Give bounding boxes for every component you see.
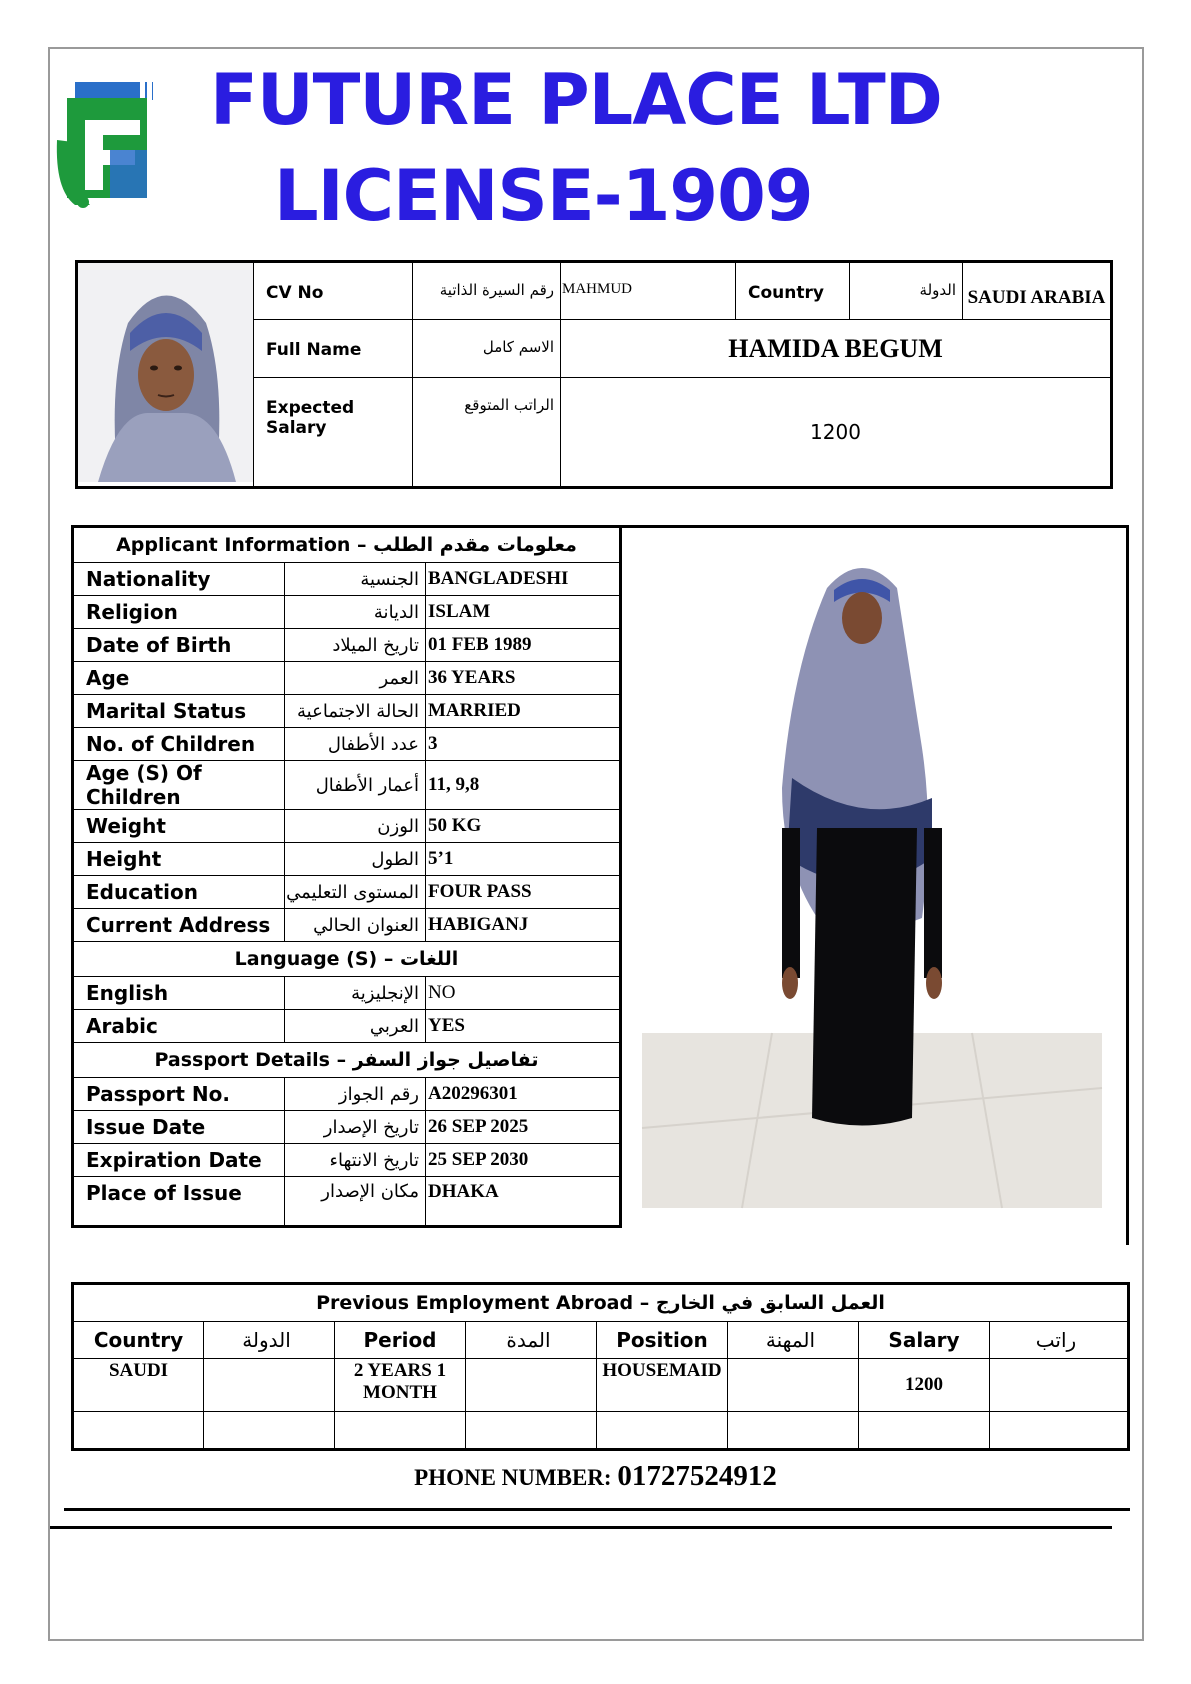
table-row bbox=[73, 761, 621, 810]
company-heading bbox=[210, 52, 942, 244]
row-arabic: العربي bbox=[285, 1010, 426, 1043]
row-label: Place of Issue bbox=[73, 1177, 285, 1227]
applicant-section-title: Applicant Information – معلومات مقدم الطلب bbox=[73, 527, 621, 563]
salary-value: 1200 bbox=[561, 378, 1112, 488]
col-position-header: Position bbox=[597, 1322, 728, 1359]
row-arabic: أعمار الأطفال bbox=[285, 761, 426, 810]
full-body-photo bbox=[622, 528, 1126, 1245]
table-row bbox=[73, 1359, 1129, 1412]
col-country-arabic: الدولة bbox=[204, 1322, 335, 1359]
employment-position: HOUSEMAID bbox=[597, 1359, 728, 1412]
row-value: HABIGANJ bbox=[426, 909, 621, 942]
col-period-header: Period bbox=[335, 1322, 466, 1359]
row-label: Age (S) Of Children bbox=[73, 761, 285, 810]
table-row bbox=[73, 1010, 621, 1043]
row-value: 36 YEARS bbox=[426, 662, 621, 695]
col-salary-arabic: راتب bbox=[990, 1322, 1129, 1359]
row-label: Expiration Date bbox=[73, 1144, 285, 1177]
row-label: No. of Children bbox=[73, 728, 285, 761]
row-value: BANGLADESHI bbox=[426, 563, 621, 596]
row-value: ISLAM bbox=[426, 596, 621, 629]
row-arabic: المستوى التعليمي bbox=[285, 876, 426, 909]
company-logo bbox=[55, 80, 165, 215]
country-arabic: الدولة bbox=[850, 262, 963, 320]
cv-no-label: CV No bbox=[254, 262, 413, 320]
row-arabic: الديانة bbox=[285, 596, 426, 629]
full-name-label: Full Name bbox=[254, 320, 413, 378]
row-arabic: تاريخ الإصدار bbox=[285, 1111, 426, 1144]
row-label: Current Address bbox=[73, 909, 285, 942]
phone-label: PHONE NUMBER: bbox=[414, 1465, 612, 1490]
table-row bbox=[73, 810, 621, 843]
country-label: Country bbox=[736, 262, 850, 320]
row-label: Marital Status bbox=[73, 695, 285, 728]
divider bbox=[50, 1526, 1112, 1529]
row-arabic: رقم الجواز bbox=[285, 1078, 426, 1111]
row-arabic: الإنجليزية bbox=[285, 977, 426, 1010]
row-label: Weight bbox=[73, 810, 285, 843]
row-arabic: الطول bbox=[285, 843, 426, 876]
table-row bbox=[73, 563, 621, 596]
row-label: Date of Birth bbox=[73, 629, 285, 662]
cv-no-arabic: رقم السيرة الذاتية bbox=[413, 262, 561, 320]
portrait-cell bbox=[77, 262, 254, 488]
divider bbox=[64, 1508, 1130, 1511]
row-label: Height bbox=[73, 843, 285, 876]
row-value: DHAKA bbox=[426, 1177, 621, 1227]
row-label: Age bbox=[73, 662, 285, 695]
salary-label: Expected Salary bbox=[254, 378, 413, 488]
row-value: YES bbox=[426, 1010, 621, 1043]
table-row bbox=[73, 876, 621, 909]
row-value: 26 SEP 2025 bbox=[426, 1111, 621, 1144]
table-row bbox=[73, 728, 621, 761]
row-label: Religion bbox=[73, 596, 285, 629]
table-row bbox=[73, 1111, 621, 1144]
row-arabic: الحالة الاجتماعية bbox=[285, 695, 426, 728]
language-section-title: Language (S) – اللغات bbox=[73, 942, 621, 977]
row-value: FOUR PASS bbox=[426, 876, 621, 909]
table-row bbox=[73, 1412, 1129, 1450]
row-arabic: تاريخ الانتهاء bbox=[285, 1144, 426, 1177]
row-value: NO bbox=[426, 977, 621, 1010]
employment-period: 2 YEARS 1 MONTH bbox=[335, 1359, 466, 1412]
row-arabic: عدد الأطفال bbox=[285, 728, 426, 761]
license-number: LICENSE-1909 bbox=[274, 155, 813, 237]
table-row bbox=[73, 1144, 621, 1177]
full-name-value: HAMIDA BEGUM bbox=[561, 320, 1112, 378]
phone-number: 01727524912 bbox=[617, 1460, 777, 1492]
table-row bbox=[73, 596, 621, 629]
table-row bbox=[73, 662, 621, 695]
row-value: 25 SEP 2030 bbox=[426, 1144, 621, 1177]
table-row bbox=[73, 909, 621, 942]
cv-header-table bbox=[75, 260, 1113, 489]
full-name-arabic: الاسم كامل bbox=[413, 320, 561, 378]
cv-no-value: MAHMUD bbox=[561, 262, 736, 320]
salary-arabic: الراتب المتوقع bbox=[413, 378, 561, 488]
row-arabic: العمر bbox=[285, 662, 426, 695]
employment-salary: 1200 bbox=[859, 1359, 990, 1412]
row-value: 3 bbox=[426, 728, 621, 761]
row-label: Issue Date bbox=[73, 1111, 285, 1144]
row-label: Nationality bbox=[73, 563, 285, 596]
table-row bbox=[73, 1177, 621, 1227]
portrait-photo bbox=[78, 263, 253, 482]
row-label: English bbox=[73, 977, 285, 1010]
table-row bbox=[73, 843, 621, 876]
applicant-table bbox=[71, 525, 622, 1228]
row-arabic: العنوان الحالي bbox=[285, 909, 426, 942]
row-label: Arabic bbox=[73, 1010, 285, 1043]
employment-section-title: Previous Employment Abroad – العمل السابق في الخارج bbox=[73, 1284, 1129, 1322]
row-label: Education bbox=[73, 876, 285, 909]
company-name: FUTURE PLACE LTD bbox=[210, 59, 942, 141]
row-label: Passport No. bbox=[73, 1078, 285, 1111]
col-period-arabic: المدة bbox=[466, 1322, 597, 1359]
table-row bbox=[73, 629, 621, 662]
col-salary-header: Salary bbox=[859, 1322, 990, 1359]
row-value: A20296301 bbox=[426, 1078, 621, 1111]
table-row bbox=[73, 977, 621, 1010]
row-value: MARRIED bbox=[426, 695, 621, 728]
row-arabic: الجنسية bbox=[285, 563, 426, 596]
row-value: 5’1 bbox=[426, 843, 621, 876]
passport-section-title: Passport Details – تفاصيل جواز السفر bbox=[73, 1043, 621, 1078]
col-position-arabic: المهنة bbox=[728, 1322, 859, 1359]
country-value: SAUDI ARABIA bbox=[963, 262, 1112, 320]
row-arabic: الوزن bbox=[285, 810, 426, 843]
table-row bbox=[73, 1078, 621, 1111]
employment-country: SAUDI bbox=[73, 1359, 204, 1412]
col-country-header: Country bbox=[73, 1322, 204, 1359]
row-arabic: تاريخ الميلاد bbox=[285, 629, 426, 662]
row-arabic: مكان الإصدار bbox=[285, 1177, 426, 1227]
row-value: 50 KG bbox=[426, 810, 621, 843]
employment-table bbox=[71, 1282, 1130, 1451]
full-body-photo-frame bbox=[622, 525, 1129, 1245]
row-value: 11, 9,8 bbox=[426, 761, 621, 810]
phone-line bbox=[0, 1460, 1191, 1493]
row-value: 01 FEB 1989 bbox=[426, 629, 621, 662]
table-row bbox=[73, 695, 621, 728]
